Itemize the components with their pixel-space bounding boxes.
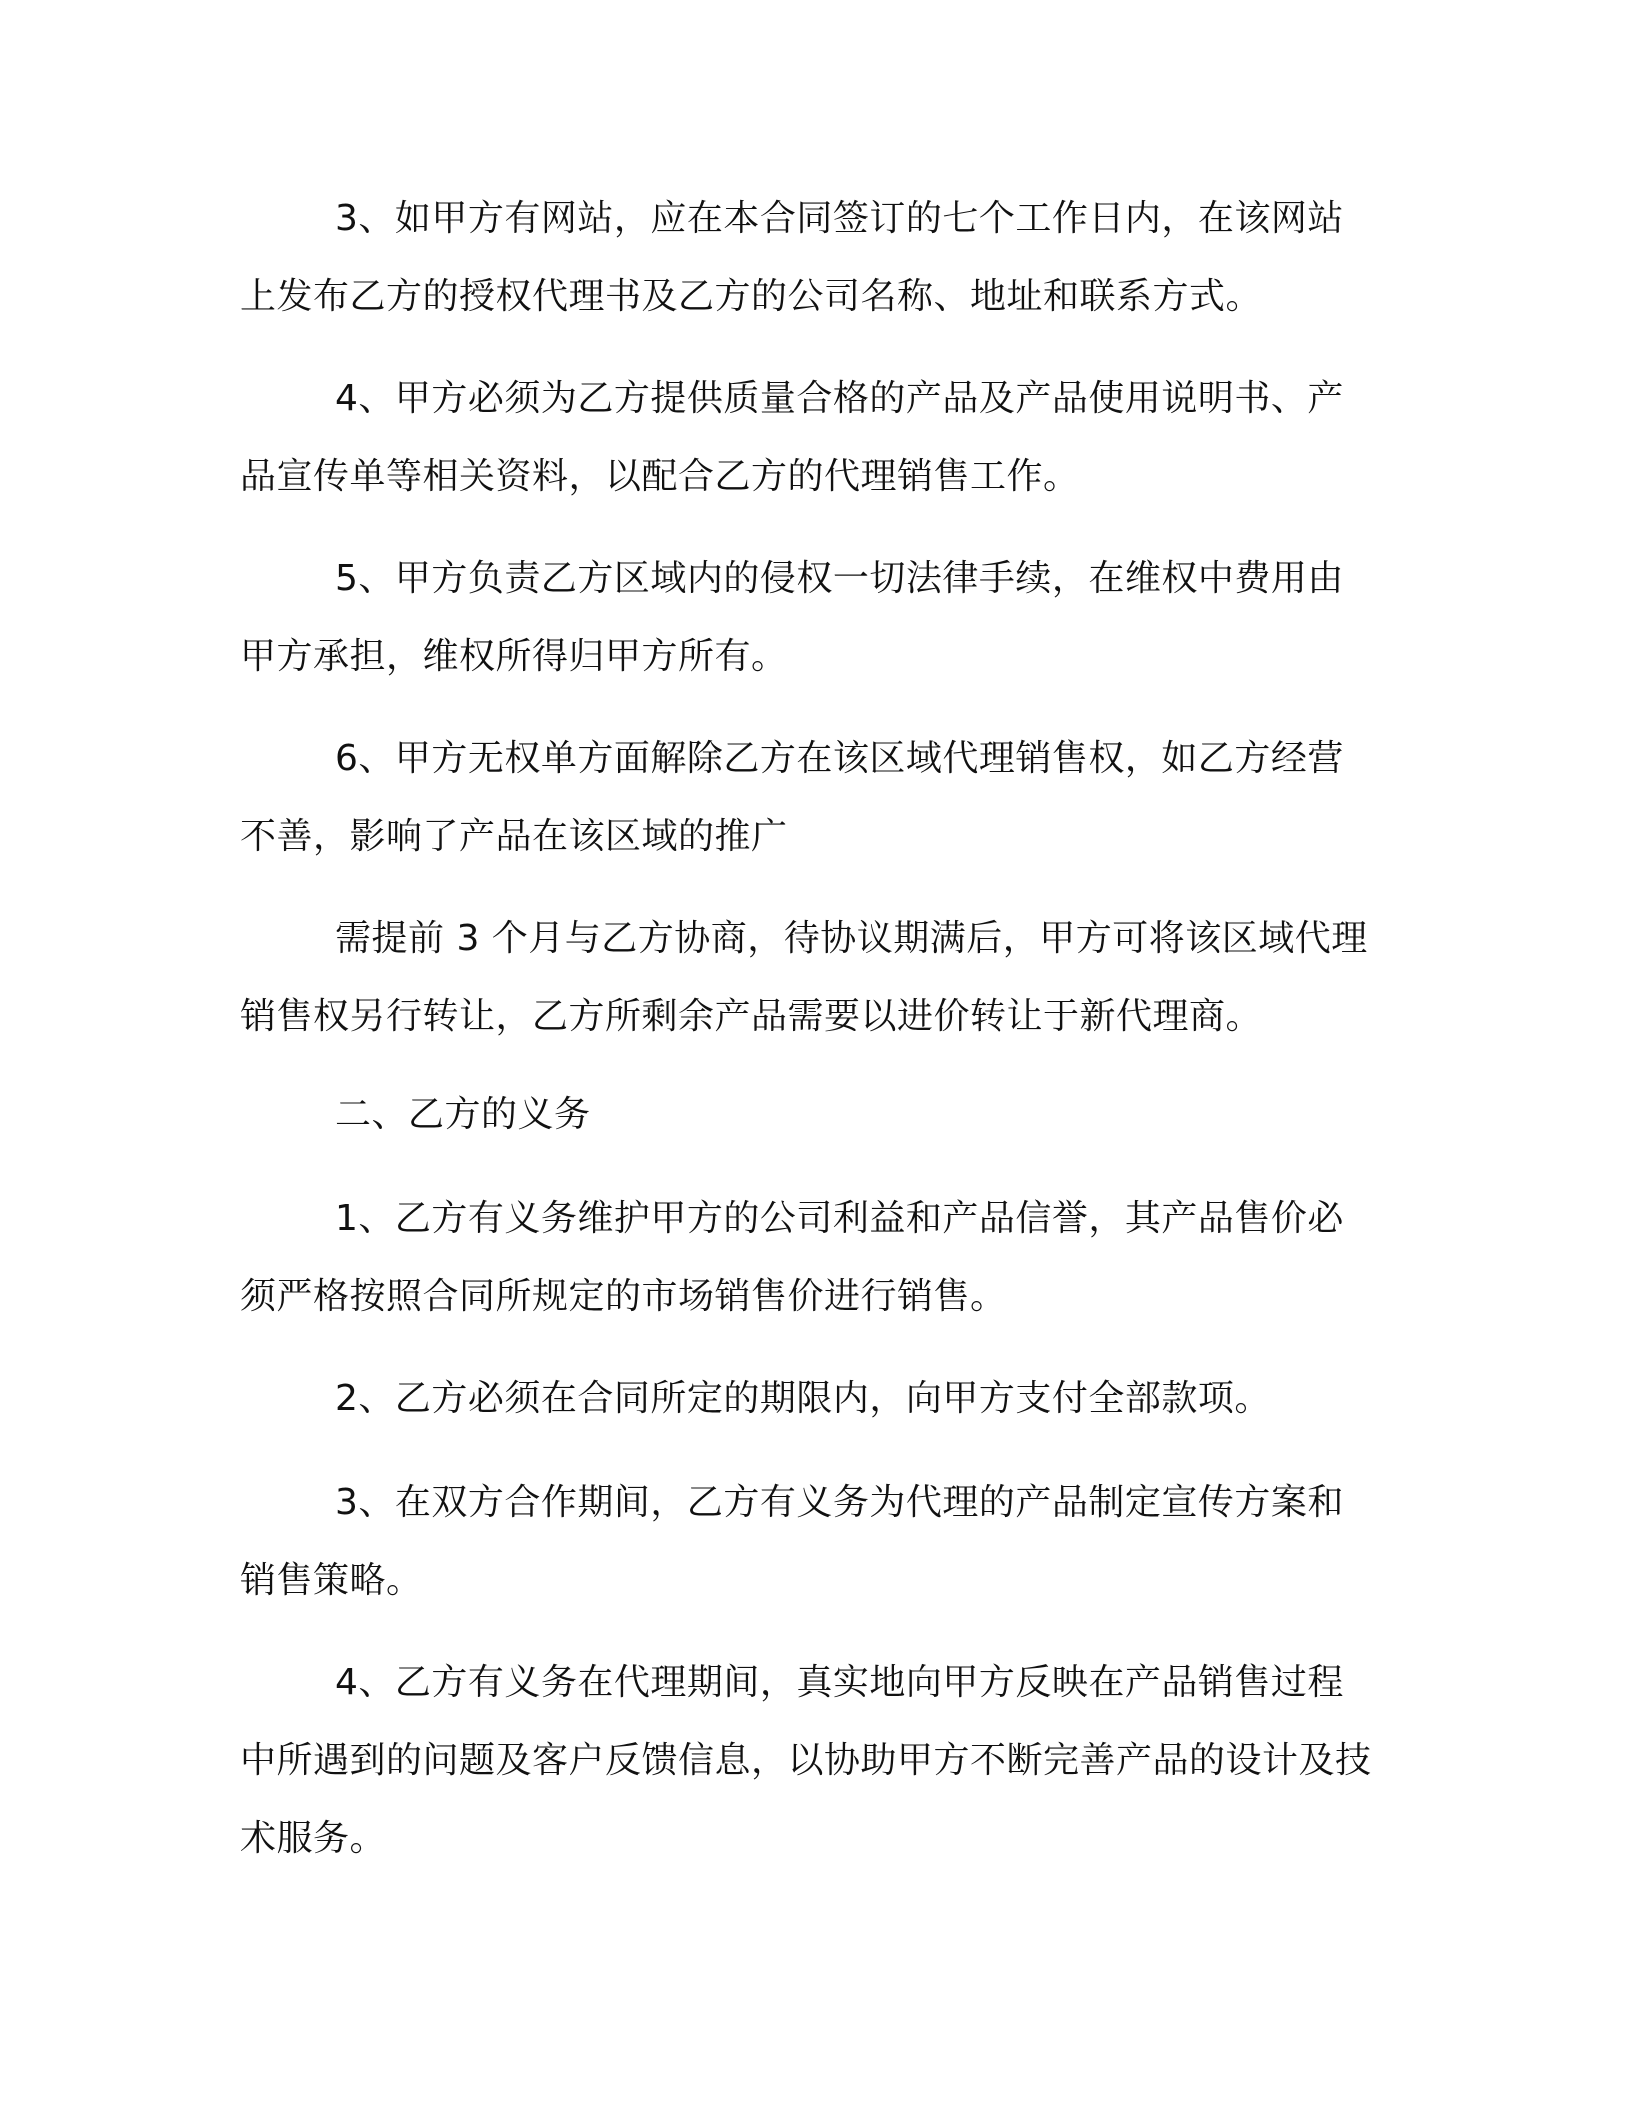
paragraph-clause-a3: 3、如甲方有网站，应在本合同签订的七个工作日内，在该网站上发布乙方的授权代理书及乙方的公司名称、地址和联系方式。 <box>240 198 1344 317</box>
paragraph-clause-a4: 4、甲方必须为乙方提供质量合格的产品及产品使用说明书、产品宣传单等相关资料，以配合乙方的代理销售工作。 <box>240 378 1344 497</box>
paragraph-clause-b2: 2、乙方必须在合同所定的期限内，向甲方支付全部款项。 <box>335 1378 1271 1419</box>
paragraph-clause-a6-continued: 需提前 3 个月与乙方协商，待协议期满后，甲方可将该区域代理销售权另行转让，乙方所剩余产品需要以进价转让于新代理商。 <box>240 918 1368 1037</box>
section-heading-party-b-obligations: 二、乙方的义务 <box>335 1094 591 1135</box>
paragraph-clause-a6: 6、甲方无权单方面解除乙方在该区域代理销售权，如乙方经营不善，影响了产品在该区域的推广 <box>240 738 1344 857</box>
paragraph-clause-b4: 4、乙方有义务在代理期间，真实地向甲方反映在产品销售过程中所遇到的问题及客户反馈信息，以协助甲方不断完善产品的设计及技术服务。 <box>240 1662 1372 1859</box>
paragraph-clause-a5: 5、甲方负责乙方区域内的侵权一切法律手续，在维权中费用由甲方承担，维权所得归甲方所有。 <box>240 558 1344 677</box>
paragraph-clause-b3: 3、在双方合作期间，乙方有义务为代理的产品制定宣传方案和销售策略。 <box>240 1482 1344 1601</box>
paragraph-clause-b1: 1、乙方有义务维护甲方的公司利益和产品信誉，其产品售价必须严格按照合同所规定的市场销售价进行销售。 <box>240 1198 1344 1317</box>
